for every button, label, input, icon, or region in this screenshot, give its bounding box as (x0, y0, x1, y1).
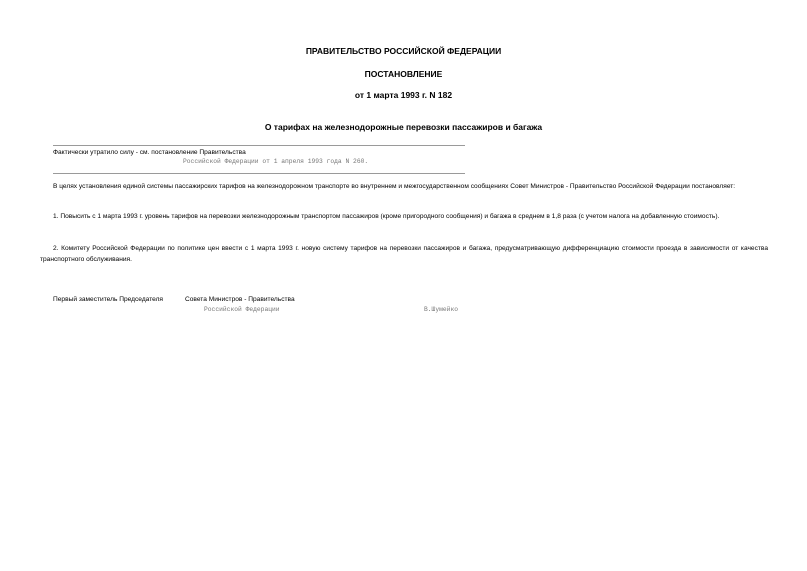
document-date-number: от 1 марта 1993 г. N 182 (354, 90, 453, 100)
signatory-position-line2: Совета Министров - Правительства (185, 296, 295, 303)
government-heading: ПРАВИТЕЛЬСТВО РОССИЙСКОЙ ФЕДЕРАЦИИ (305, 46, 502, 56)
clause-1-paragraph: 1. Повысить с 1 марта 1993 г. уровень тарифов на перевозки железнодорожным транспортом пассажиров (кроме пригородного сообщения) и багажа в среднем в 1,8 раза (с учетом налога на добавленную стоимость). (53, 213, 720, 220)
document-type-heading: ПОСТАНОВЛЕНИЕ (364, 69, 443, 79)
signatory-position-line3: Российской Федерации (204, 306, 280, 313)
preamble-paragraph: В целях установления единой системы пассажирских тарифов на железнодорожном транспорте во внутреннем и межгосударственном сообщениях Совет Министров - Правительство Российской Федерации постановляет: (53, 183, 736, 190)
document-title: О тарифах на железнодорожные перевозки пассажиров и багажа (264, 122, 543, 132)
status-note: Фактически утратило силу - см. постановление Правительства (53, 149, 246, 156)
clause-2-paragraph: 2. Комитету Российской Федерации по политике цен ввести с 1 марта 1993 г. новую систему тарифов на перевозки пассажиров и багажа, предусматривающую дифференциацию стоимости проезда в зависимости от качества транспортного обслуживания. (40, 245, 768, 263)
status-divider-bottom (53, 173, 465, 174)
signatory-name: В.Шумейко (424, 306, 459, 313)
status-reference-link[interactable]: Российской Федерации от 1 апреля 1993 года N 260. (183, 158, 369, 165)
status-divider-top (53, 145, 465, 146)
signatory-position-line1: Первый заместитель Председателя (53, 296, 164, 303)
